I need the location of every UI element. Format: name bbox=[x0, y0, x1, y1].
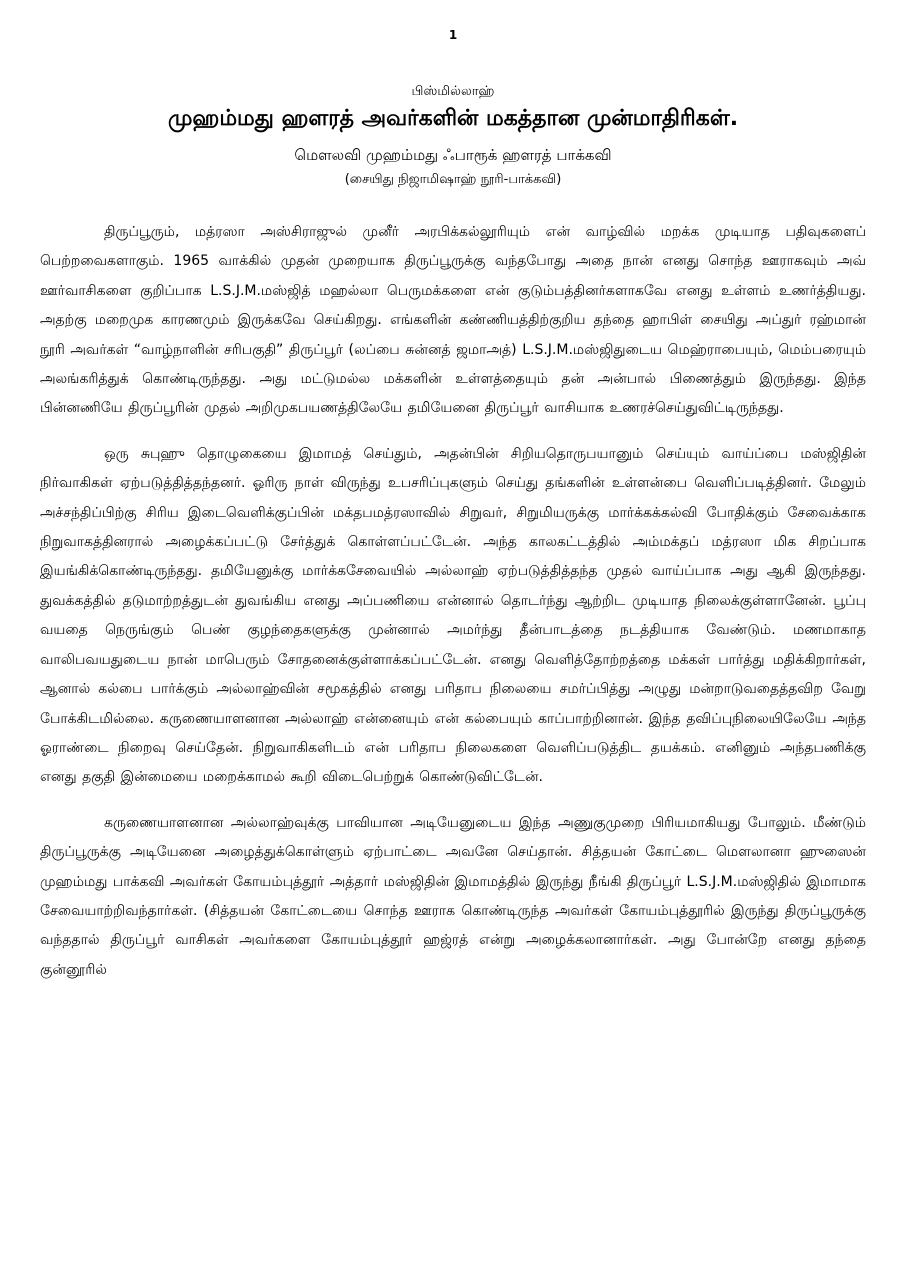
bismillah-heading: பிஸ்மில்லாஹ் bbox=[411, 84, 495, 99]
author-name: மௌலவி முஹம்மது ஃபாரூக் ஹளரத் பாக்கவி bbox=[294, 146, 612, 164]
author-alias: (சையிது நிஜாமிஷாஹ் நூரி-பாக்கவி) bbox=[344, 172, 562, 187]
paragraph-1: திருப்பூரும், மத்ரஸா அஸ்சிராஜுல் முனீர் அரபிக்கல்லூரியும் என் வாழ்வில் மறக்க முடியாத பதிவுகளைப் பெற்றவைகளாகும். 1965 வாக்கில் முதன் முறையாக திருப்பூருக்கு வந்தபோது அதை நான் எனது சொந்த ஊராகவும் அவ் ஊர்வாசிகளை குறிப்பாக L.S.J.M.மஸ்ஜித் மஹல்லா பெருமக்களை என் குடும்பத்தினர்களாகவே எனது உள்ளம் உணர்த்தியது. அதற்கு மறைமுக காரணமும் இருக்கவே செய்கிறது. எங்களின் கண்ணியத்திற்குறிய தந்தை ஹாபிள் சையிது அப்துர் ரஹ்மான் நூரி அவர்கள் “வாழ்நாளின் சரிபகுதி” திருப்பூர் (லப்பை சுன்னத் ஜமாஅத்) L.S.J.M.மஸ்ஜிதுடைய மெஹ்ராபையும், மெம்பரையும் அலங்கரித்துக் கொண்டிருந்தது. அது மட்டுமல்ல மக்களின் உள்ளத்தையும் தன் அன்பால் பிணைத்தும் இருந்தது. இந்த பின்னணியே திருப்பூரின் முதல் அறிமுகபயணத்திலேயே தமியேனை திருப்பூர் வாசியாக உணரச்செய்துவிட்டிருந்தது. bbox=[40, 224, 866, 417]
page-number: 1 bbox=[448, 28, 458, 42]
page-title: முஹம்மது ஹளரத் அவர்களின் மகத்தான முன்மாதிரிகள். bbox=[167, 106, 739, 131]
paragraph-3: கருணையாளனான அல்லாஹ்வுக்கு பாவியான அடியேனுடைய இந்த அணுகுமுறை பிரியமாகியது போலும். மீண்டும் திருப்பூருக்கு அடியேனை அழைத்துக்கொள்ளும் ஏற்பாட்டை அவனே செய்தான். சித்தயன் கோட்டை மௌலானா ஹுஸைன் முஹம்மது பாக்கவி அவர்கள் கோயம்புத்தூர் அத்தார் மஸ்ஜிதின் இமாமத்தில் இருந்து நீங்கி திருப்பூர் L.S.J.M.மஸ்ஜிதில் இமாமாக சேவையாற்றிவந்தார்கள். (சித்தயன் கோட்டையை சொந்த ஊராக கொண்டிருந்த அவர்கள் கோயம்புத்தூரில் இருந்து திருப்பூருக்கு வந்ததால் திருப்பூர் வாசிகள் அவர்களை கோயம்புத்தூர் ஹஜ்ரத் என்று அழைக்கலானார்கள். அது போன்றே எனது தந்தை குன்னூரில் bbox=[40, 814, 867, 978]
paragraph-2: ஒரு சுபுஹு தொழுகையை இமாமத் செய்தும், அதன்பின் சிறியதொருபயானும் செய்யும் வாய்ப்பை மஸ்ஜிதின் நிர்வாகிகள் ஏற்படுத்தித்தந்தனர். ஓரிரு நாள் விருந்து உபசரிப்புகளும் செய்து தங்களின் உள்ளன்பை வெளிப்படித்தினர். மேலும் அச்சந்திப்பிற்கு சிரிய இடைவெளிக்குப்பின் மக்தபமத்ரஸாவில் சிறுவர், சிறுமியருக்கு மார்க்கக்கல்வி போதிக்கும் சேவைக்காக நிறுவாகத்தினரால் அழைக்கப்பட்டு சேர்த்துக் கொள்ளப்பட்டேன். அந்த காலகட்டத்தில் அம்மக்தப் மத்ரஸா மிக சிறப்பாக இயங்கிக்கொண்டிருந்தது. தமியேனுக்கு மார்க்கசேவையில் அல்லாஹ் ஏற்படுத்தித்தந்த முதல் வாய்ப்பாக அது ஆகி இருந்தது. துவக்கத்தில் தடுமாற்றத்துடன் துவங்கிய எனது அப்பணியை என்னால் தொடர்ந்து ஆற்றிட முடியாத நிலைக்குள்ளானேன். பூப்பு வயதை நெருங்கும் பெண் குழந்தைகளுக்கு முன்னால் அமர்ந்து தீன்பாடத்தை நடத்தியாக வேண்டும். மணமாகாத வாலிபவயதுடைய நான் மாபெரும் சோதனைக்குள்ளாக்கப்பட்டேன். எனது வெளித்தோற்றத்தை மக்கள் பார்த்து மதிக்கிறார்கள், ஆனால் கல்பை பார்க்கும் அல்லாஹ்வின் சமூகத்தில் எனது பரிதாப நிலையை சமர்ப்பித்து அழுது மன்றாடுவதைத்தவிற வேறு போக்கிடமில்லை. கருணையாளனான அல்லாஹ் என்னையும் என் கல்பையும் காப்பாற்றினான். இந்த தவிப்புநிலையிலேயே அந்த ஓராண்டை நிறைவு செய்தேன். நிறுவாகிகளிடம் என் பரிதாப நிலைகளை வெளிப்படுத்திட தயக்கம். எனினும் அந்தபணிக்கு எனது தகுதி இன்மையை மறைக்காமல் கூறி விடைபெற்றுக் கொண்டுவிட்டேன். bbox=[40, 445, 866, 786]
